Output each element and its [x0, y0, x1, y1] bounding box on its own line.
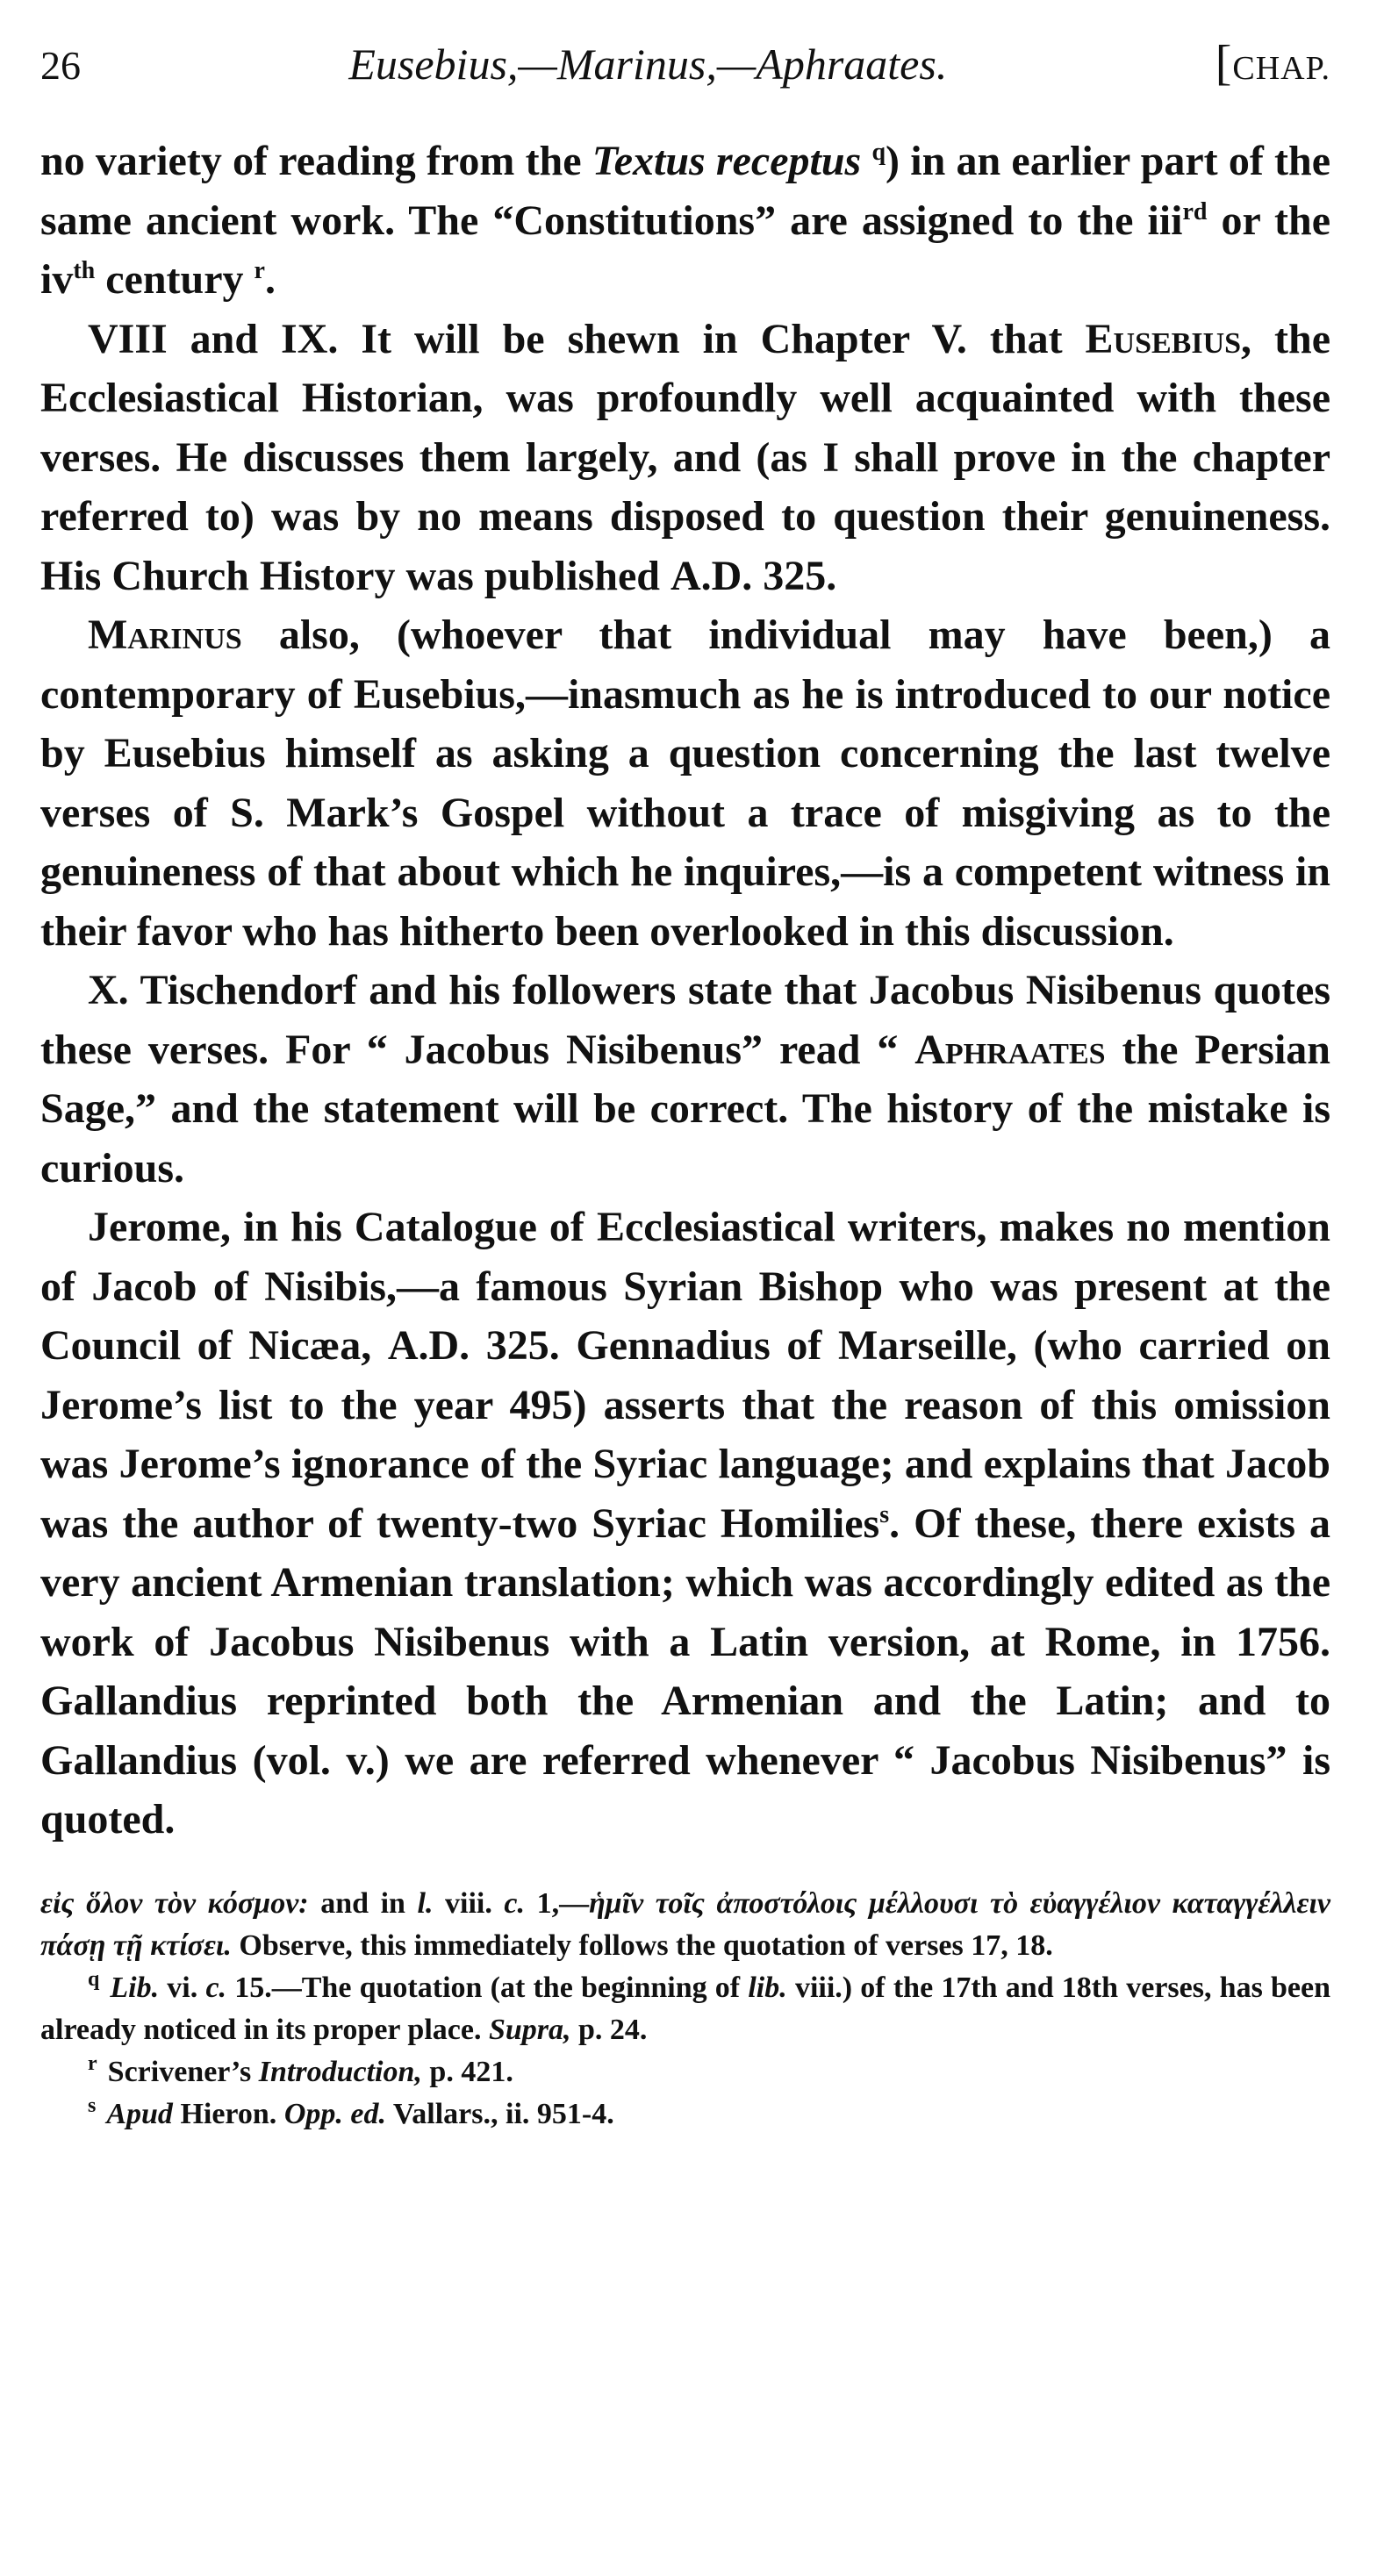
chapter-bracket: [ — [1215, 36, 1233, 90]
marinus-name: Marinus — [88, 612, 242, 658]
paragraph-4 — [40, 961, 1330, 1198]
p1-text-a: no variety of reading from the — [40, 138, 592, 184]
fn-q-lib: Lib. — [110, 1971, 160, 2004]
fn-cont-a: and in — [308, 1886, 418, 1920]
eusebius-name: Eusebius — [1085, 315, 1242, 362]
anno-domini: A.D. — [670, 552, 753, 599]
footnote-continued — [40, 1883, 1330, 1967]
fn-q-b: 15.—The quotation (at the beginning of — [226, 1971, 749, 2004]
paragraph-1 — [40, 132, 1330, 310]
p4-text-b: the Persian Sage,” and the statement will be correct. The history of the mistake is curious. — [40, 1026, 1330, 1191]
footnote-q — [40, 1967, 1330, 2051]
running-header — [40, 35, 1330, 114]
note-ref-s: s — [879, 1500, 890, 1528]
paragraph-2 — [40, 310, 1330, 606]
footnote-s — [40, 2093, 1330, 2136]
fn-s-b: Vallars., ii. 951-4. — [385, 2097, 614, 2130]
fn-s-opp: Opp. ed. — [283, 2097, 386, 2130]
fn-r-b: p. 421. — [421, 2055, 513, 2088]
footnote-mark-q: q — [88, 1968, 100, 1992]
p3-text-a: also, (whoever that individual may have been,) a contemporary of Eusebius,—inasmuch as he is introduced to our notice by Eusebius himself as asking a question concerning the last twelve verses of S. Mark’s Gospel without a trace of misgiving as to the genuineness of that about which he inquires,—is a competent witness in their favor who has hitherto been overlooked in this discussion. — [40, 612, 1330, 955]
p1-text-d: century — [95, 256, 255, 303]
note-ref-r: r — [254, 257, 265, 284]
p1-text-b: ) in an earlier part of the same ancient work. The “Constitutions” are assigned to the iii — [40, 138, 1331, 244]
paragraph-3 — [40, 605, 1330, 961]
fn-s-a: Hieron. — [172, 2097, 284, 2130]
footnote-r — [40, 2051, 1330, 2093]
fn-s-apud: Apud — [106, 2097, 173, 2130]
superscript-th: th — [73, 257, 96, 284]
p5-text-a: Jerome, in his Catalogue of Ecclesiastical writers, makes no mention of Jacob of Nisibis,—a famous Syrian Bishop who was present at the Council of Nicæa, — [40, 1204, 1330, 1369]
p2-text-b: , the Ecclesiastical Historian, was profoundly well acquainted with these verses. He discusses them largely, and (as I shall prove in the chapter referred to) was by no means disposed to question their genuineness. His Church History was published — [40, 315, 1330, 599]
p1-text-c: or the iv — [40, 197, 1331, 303]
fn-q-supra: Supra, — [488, 2013, 571, 2046]
fn-cont-c: 1,— — [525, 1886, 590, 1920]
fn-cont-b: viii. — [433, 1886, 505, 1920]
fn-q-d: p. 24. — [570, 2013, 648, 2046]
running-title: Eusebius,—Marinus,—Aphraates. — [348, 39, 948, 89]
fn-cont-c-italic: c. — [504, 1886, 526, 1920]
fn-q-c-italic: c. — [205, 1971, 227, 2004]
footnote-mark-r: r — [88, 2052, 97, 2076]
chapter-label — [1215, 35, 1330, 91]
footnote-mark-s: s — [88, 2094, 97, 2118]
p5-text-c: . Of these, there exists a very ancient Armenian translation; which was accordingly edited as the work of Jacobus Nisibenus with a Latin version, at Rome, in 1756. Gallandius reprinted both the Armenian and the Latin; and to Gallandius (vol. v.) we are referred whenever “ Jacobus Nisibenus” is quoted. — [40, 1499, 1331, 1843]
p2-text-a: VIII and IX. It will be shewn in Chapter V. that — [88, 315, 1086, 362]
fn-q-c: viii.) of the 17th and 18th verses, has been already noticed in its proper place. — [40, 1971, 1331, 2046]
footnotes — [40, 1883, 1330, 2136]
textus-receptus: Textus receptus — [592, 138, 862, 184]
anno-domini: A.D. — [387, 1322, 470, 1369]
paragraph-5 — [40, 1198, 1330, 1850]
chapter-text: CHAP. — [1232, 50, 1330, 87]
fn-r-a: Scrivener’s — [107, 2055, 259, 2088]
page — [40, 35, 1330, 2136]
superscript-rd: rd — [1182, 197, 1208, 225]
greek-quote-1: εἰς ὅλον τὸν κόσμον: — [40, 1886, 309, 1920]
page-number: 26 — [40, 43, 81, 88]
fn-r-introduction: Introduction, — [258, 2055, 422, 2088]
fn-cont-d: Observe, this immediately follows the quotation of verses 17, 18. — [231, 1928, 1053, 1962]
fn-q-a: vi. — [159, 1971, 206, 2004]
body-text — [40, 132, 1330, 1850]
greek-quote-2: ἡμῖν τοῖς ἀποστόλοις μέλλουσι τὸ εὐαγγέλιον καταγγέλλειν πάσῃ τῇ κτίσει. — [40, 1886, 1330, 1962]
p5-text-b: 325. Gennadius of Marseille, (who carried on Jerome’s list to the year 495) asserts that the reason of this omission was Jerome’s ignorance of the Syriac language; and explains that Jacob was the author of twenty-two Syriac Homilies — [40, 1322, 1331, 1547]
aphraates-name: Aphraates — [914, 1026, 1106, 1073]
fn-q-lib2: lib. — [748, 1971, 787, 2004]
note-ref-q: q — [871, 139, 886, 166]
p4-text-a: X. Tischendorf and his followers state that Jacobus Nisibenus quotes these verses. For “ Jacobus Nisibenus” read “ — [40, 967, 1330, 1073]
p2-text-c: 325. — [752, 552, 837, 599]
p1-text-e: . — [264, 256, 276, 303]
fn-cont-l: l. — [417, 1886, 434, 1920]
